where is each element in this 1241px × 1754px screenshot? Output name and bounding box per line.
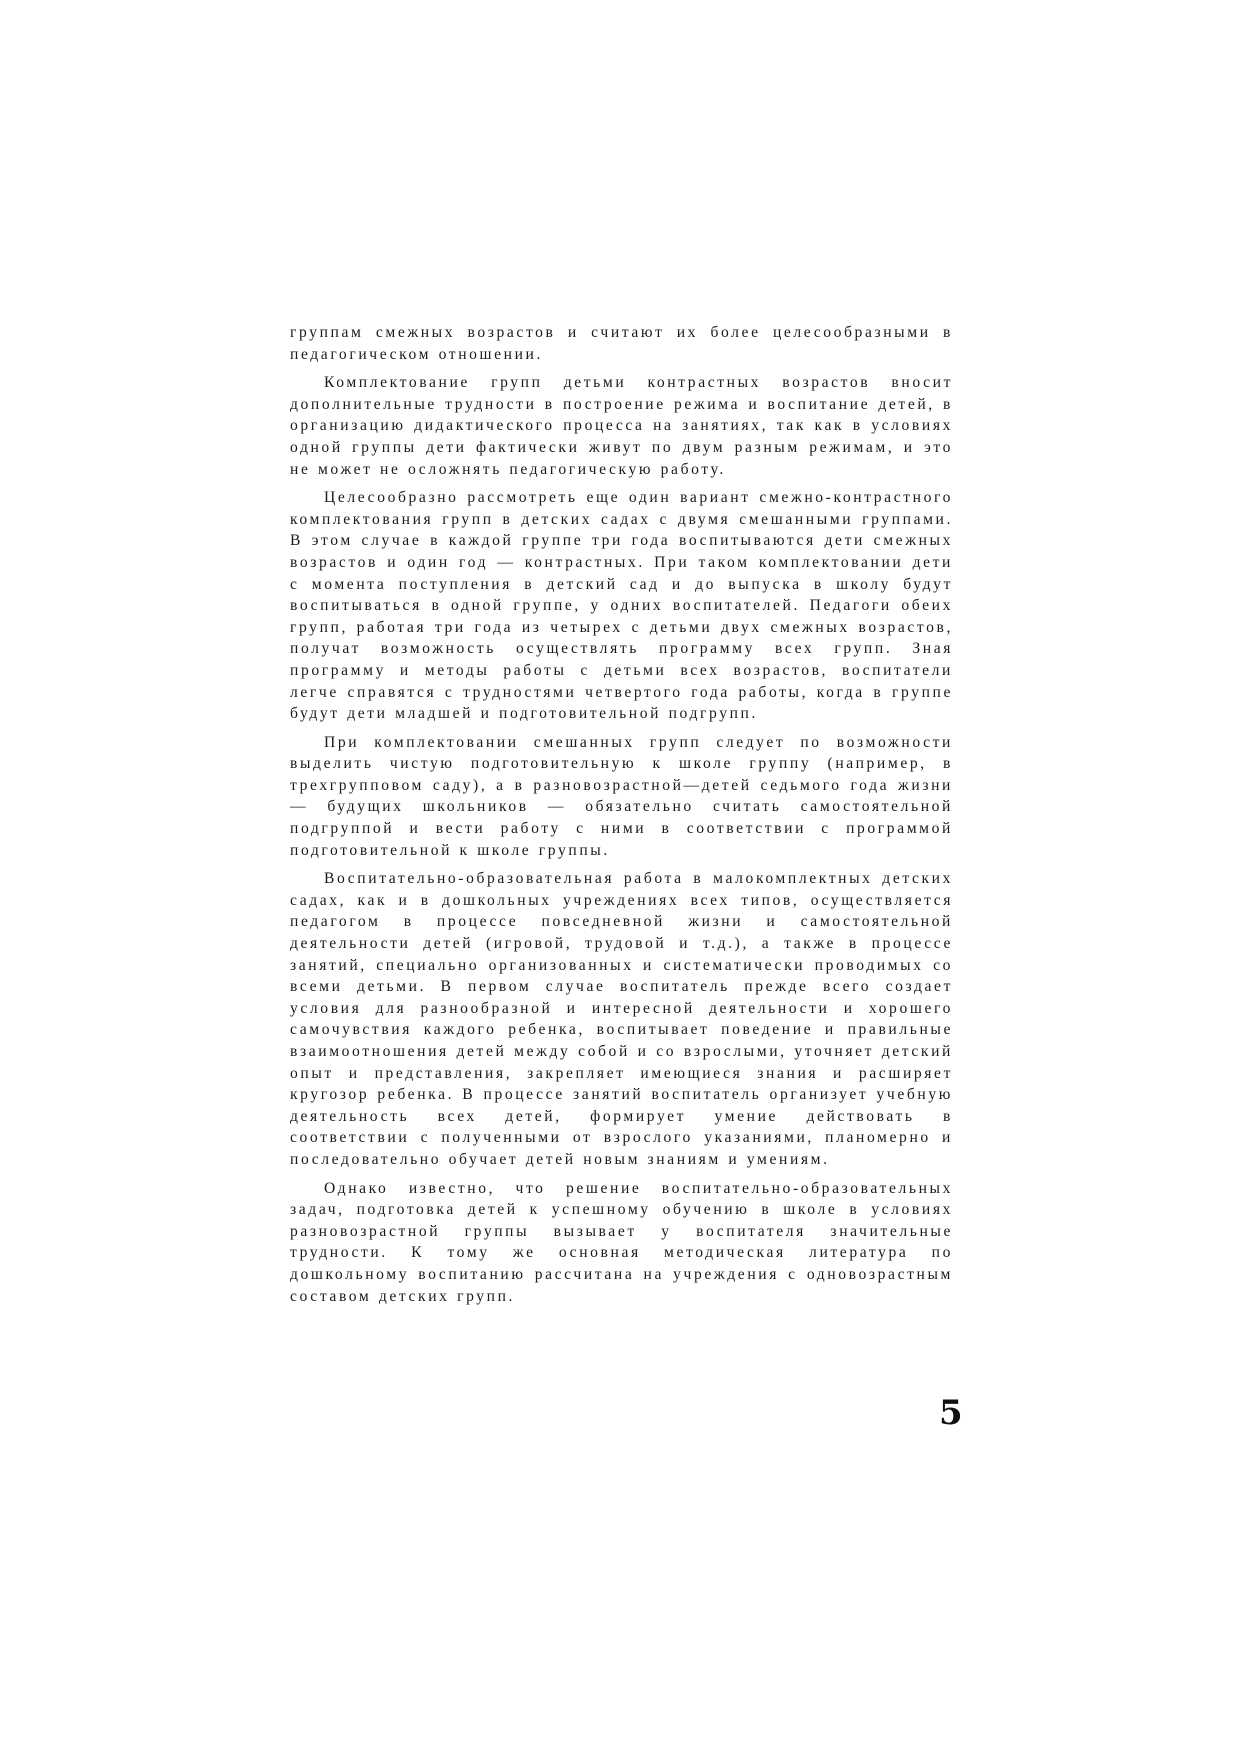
page-number: 5 — [939, 1393, 963, 1433]
paragraph: Комплектование групп детьми контрастных возрастов вносит дополнительные трудности в построение режима и воспитание детей, в организацию дидактического процесса на занятиях, так как в условиях одной группы дети фактически живут по двум разным режимам, и это не может не осложнять педагогическую работу. — [290, 374, 953, 478]
paragraph: Воспитательно-образовательная работа в малокомплектных детских садах, как и в дошкольных учреждениях всех типов, осуществляется педагогом в процессе повседневной жизни и самостоятельной деятельности детей (игровой, трудовой и т.д.), а также в процессе занятий, специально организованных и систематически проводимых со всеми детьми. В первом случае воспитатель прежде всего создает условия для разнообразной и интересной деятельности и хорошего самочувствия каждого ребенка, воспитывает поведение и правильные взаимоотношения детей между собой и со взрослыми, уточняет детский опыт и представления, закрепляет имеющиеся знания и расширяет кругозор ребенка. В процессе занятий воспитатель организует учебную деятельность всех детей, формирует умение действовать в соответствии с полученными от взрослого указаниями, планомерно и последовательно обучает детей новым знаниям и умениям. — [290, 870, 953, 1168]
paragraph-continuation: группам смежных возрастов и считают их более целесообразными в педагогическом отношении. — [290, 324, 953, 363]
paragraph: Однако известно, что решение воспитательно-образовательных задач, подготовка детей к успешному обучению в школе в условиях разновозрастной группы вызывает у воспитателя значительные трудности. К тому же основная методическая литература по дошкольному воспитанию рассчитана на учреждения с одновозрастным составом детских групп. — [290, 1179, 953, 1305]
paragraph: Целесообразно рассмотреть еще один вариант смежно-контрастного комплектования групп в детских садах с двумя смешанными группами. В этом случае в каждой группе три года воспитываются дети смежных возрастов и один год — контрастных. При таком комплектовании дети с момента поступления в детский сад и до выпуска в школу будут воспитываться в одной группе, у одних воспитателей. Педагоги обеих групп, работая три года из четырех с детьми двух смежных возрастов, получат возможность осуществлять программу всех групп. Зная программу и методы работы с детьми всех возрастов, воспитатели легче справятся с трудностями четвертого года работы, когда в группе будут дети младшей и подготовительной подгрупп. — [290, 489, 953, 723]
paragraph: При комплектовании смешанных групп следует по возможности выделить чистую подготовительную к школе группу (например, в трехгрупповом саду), а в разновозрастной—детей седьмого года жизни — будущих школьников — обязательно считать самостоятельной подгруппой и вести работу с ними в соответствии с программой подготовительной к школе группы. — [290, 733, 953, 859]
body-text — [290, 322, 953, 1314]
